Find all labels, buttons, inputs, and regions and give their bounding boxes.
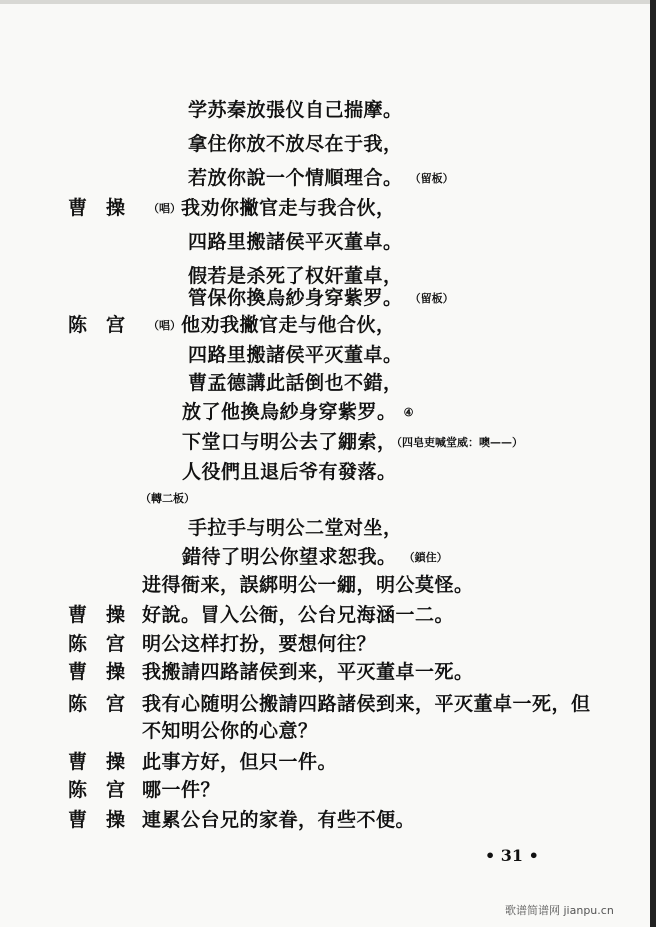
speaker-name: 陈 宫 bbox=[68, 633, 126, 655]
verse-line: 拿住你放不放尽在于我， bbox=[188, 133, 403, 155]
stage-note: （轉二板） bbox=[140, 492, 195, 505]
dialogue-line: 好說。冒入公衙，公台兄海涵一二。 bbox=[142, 604, 455, 626]
dialogue-line: 不知明公你的心意？ bbox=[142, 720, 318, 742]
page-top-edge bbox=[0, 0, 656, 4]
verse-line: 管保你換烏紗身穿紫罗。 （留板） bbox=[188, 287, 454, 309]
verse-line: 四路里搬諸侯平灭董卓。 bbox=[188, 344, 403, 366]
speaker-name: 曹 操 bbox=[68, 809, 126, 831]
site-watermark: 歌谱简谱网 jianpu.cn bbox=[505, 904, 614, 917]
verse-line: 曹孟德講此話倒也不錯， bbox=[188, 372, 403, 394]
verse-line: 錯待了明公你望求恕我。 （鎖住） bbox=[182, 546, 448, 568]
verse-line: （唱）我劝你撇官走与我合伙， bbox=[148, 197, 396, 219]
speaker-name: 陈 宫 bbox=[68, 693, 126, 715]
verse-line: 四路里搬諸侯平灭董卓。 bbox=[188, 231, 403, 253]
singing-marker: （唱） bbox=[148, 319, 181, 332]
verse-line: 手拉手与明公二堂对坐， bbox=[188, 517, 403, 539]
dialogue-line: 我有心随明公搬請四路諸侯到来，平灭董卓一死，但 bbox=[142, 693, 591, 715]
page-right-edge bbox=[650, 0, 656, 927]
speaker-name: 陈 宫 bbox=[68, 779, 126, 801]
verse-line: （唱）他劝我撇官走与他合伙， bbox=[148, 314, 396, 336]
verse-line: 下堂口与明公去了綳索，（四皂吏喊堂威：噢——） bbox=[182, 431, 524, 453]
verse-line: 若放你說一个情順理合。 （留板） bbox=[188, 167, 454, 189]
dialogue-line: 連累公台兄的家眷，有些不便。 bbox=[142, 809, 416, 831]
stage-note: （留板） bbox=[409, 172, 454, 185]
verse-line bbox=[140, 486, 195, 511]
speaker-name: 曹 操 bbox=[68, 661, 126, 683]
verse-line: 放了他換烏紗身穿紫罗。 ④ bbox=[182, 401, 414, 423]
dialogue-line: 哪一件？ bbox=[142, 779, 221, 801]
dialogue-line: 进得衙来，誤綁明公一綳，明公莫怪。 bbox=[142, 574, 474, 596]
speaker-name: 曹 操 bbox=[68, 604, 126, 626]
stage-note: ④ bbox=[403, 406, 414, 419]
stage-note: （鎖住） bbox=[403, 551, 448, 564]
singing-marker: （唱） bbox=[148, 202, 181, 215]
speaker-name: 陈 宫 bbox=[68, 314, 126, 336]
speaker-name: 曹 操 bbox=[68, 751, 126, 773]
page-number: • 31 • bbox=[485, 846, 539, 865]
verse-line: 人役們且退后爷有發落。 bbox=[182, 461, 397, 483]
stage-note: （四皂吏喊堂威：噢——） bbox=[396, 436, 524, 449]
dialogue-line: 此事方好，但只一件。 bbox=[142, 751, 338, 773]
verse-line: 假若是杀死了权奸董卓， bbox=[188, 265, 403, 287]
stage-note: （留板） bbox=[409, 292, 454, 305]
verse-line: 学苏秦放張仪自己揣摩。 bbox=[188, 99, 403, 121]
dialogue-line: 我搬請四路諸侯到来，平灭董卓一死。 bbox=[142, 661, 474, 683]
dialogue-line: 明公这样打扮，要想何往？ bbox=[142, 633, 377, 655]
speaker-name: 曹 操 bbox=[68, 197, 126, 219]
